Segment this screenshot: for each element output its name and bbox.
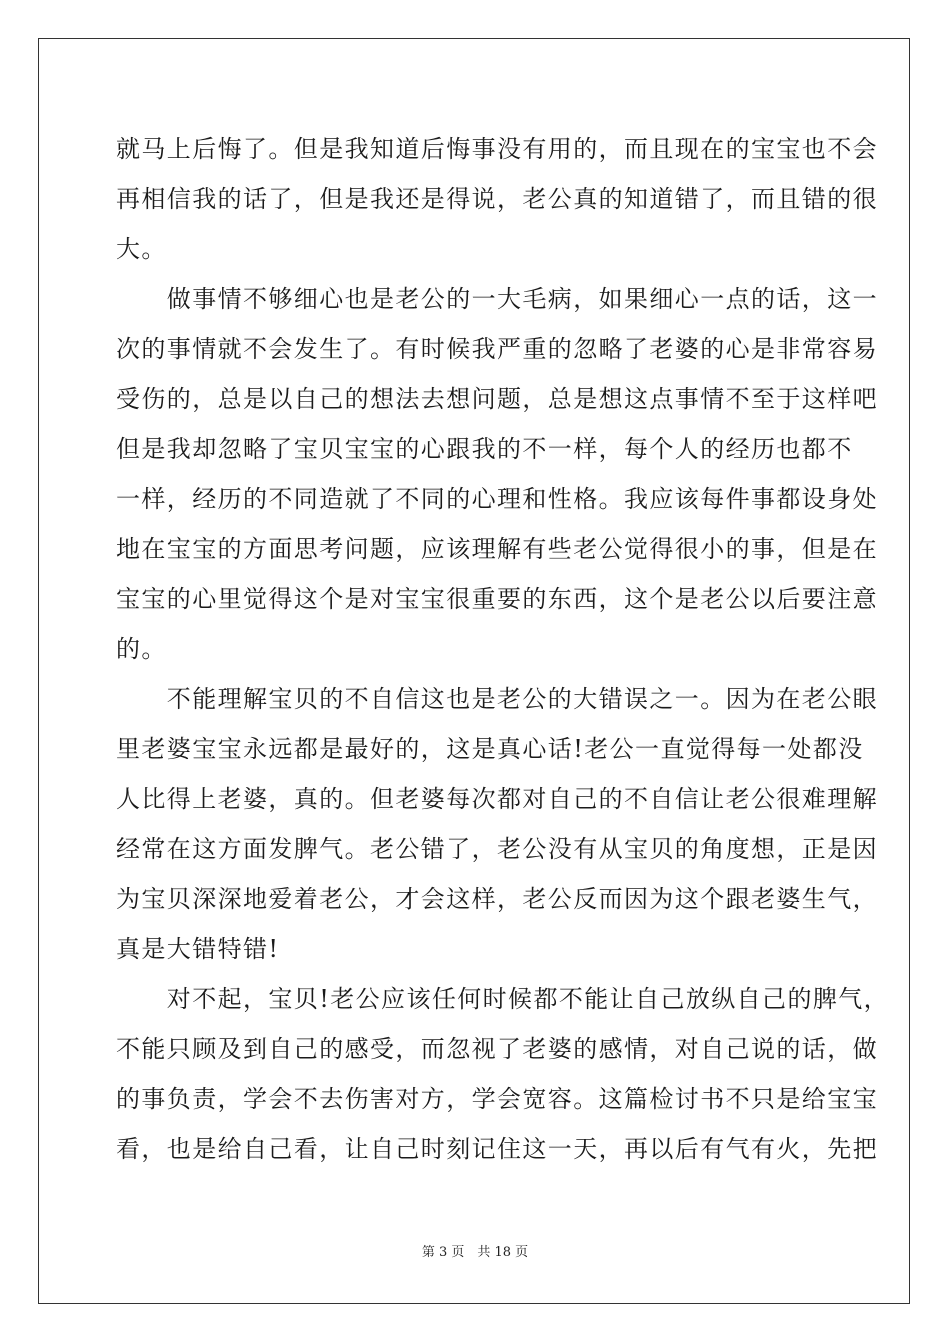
page-border (38, 38, 910, 1304)
text-line: 做事情不够细心也是老公的一大毛病，如果细心一点的话，这一 (116, 285, 878, 313)
text-line: 大。 (116, 235, 167, 263)
text-line: 经常在这方面发脾气。老公错了，老公没有从宝贝的角度想，正是因 (116, 835, 878, 863)
text-line: 但是我却忽略了宝贝宝宝的心跟我的不一样，每个人的经历也都不 (116, 435, 853, 463)
text-line: 人比得上老婆，真的。但老婆每次都对自己的不自信让老公很难理解 (116, 785, 878, 813)
text-line: 为宝贝深深地爱着老公，才会这样，老公反而因为这个跟老婆生气， (116, 885, 878, 913)
text-line: 看，也是给自己看，让自己时刻记住这一天，再以后有气有火，先把 (116, 1135, 878, 1163)
text-line: 就马上后悔了。但是我知道后悔事没有用的，而且现在的宝宝也不会 (116, 135, 878, 163)
text-line: 次的事情就不会发生了。有时候我严重的忽略了老婆的心是非常容易 (116, 335, 878, 363)
text-line: 的事负责，学会不去伤害对方，学会宽容。这篇检讨书不只是给宝宝 (116, 1085, 878, 1113)
text-line: 再相信我的话了，但是我还是得说，老公真的知道错了，而且错的很 (116, 185, 878, 213)
text-line: 里老婆宝宝永远都是最好的，这是真心话!老公一直觉得每一处都没 (116, 735, 864, 763)
text-line: 不能理解宝贝的不自信这也是老公的大错误之一。因为在老公眼 (116, 685, 878, 713)
text-line: 的。 (116, 635, 167, 663)
page-number-footer: 第 3 页 共 18 页 (421, 1245, 529, 1260)
text-line: 一样，经历的不同造就了不同的心理和性格。我应该每件事都设身处 (116, 485, 878, 513)
text-line: 真是大错特错! (116, 935, 280, 963)
text-line: 对不起，宝贝!老公应该任何时候都不能让自己放纵自己的脾气， (116, 985, 890, 1013)
text-line: 宝宝的心里觉得这个是对宝宝很重要的东西，这个是老公以后要注意 (116, 585, 878, 613)
text-line: 受伤的，总是以自己的想法去想问题，总是想这点事情不至于这样吧 (116, 385, 878, 413)
text-line: 不能只顾及到自己的感受，而忽视了老婆的感情，对自己说的话，做 (116, 1035, 878, 1063)
text-line: 地在宝宝的方面思考问题，应该理解有些老公觉得很小的事，但是在 (116, 535, 878, 563)
